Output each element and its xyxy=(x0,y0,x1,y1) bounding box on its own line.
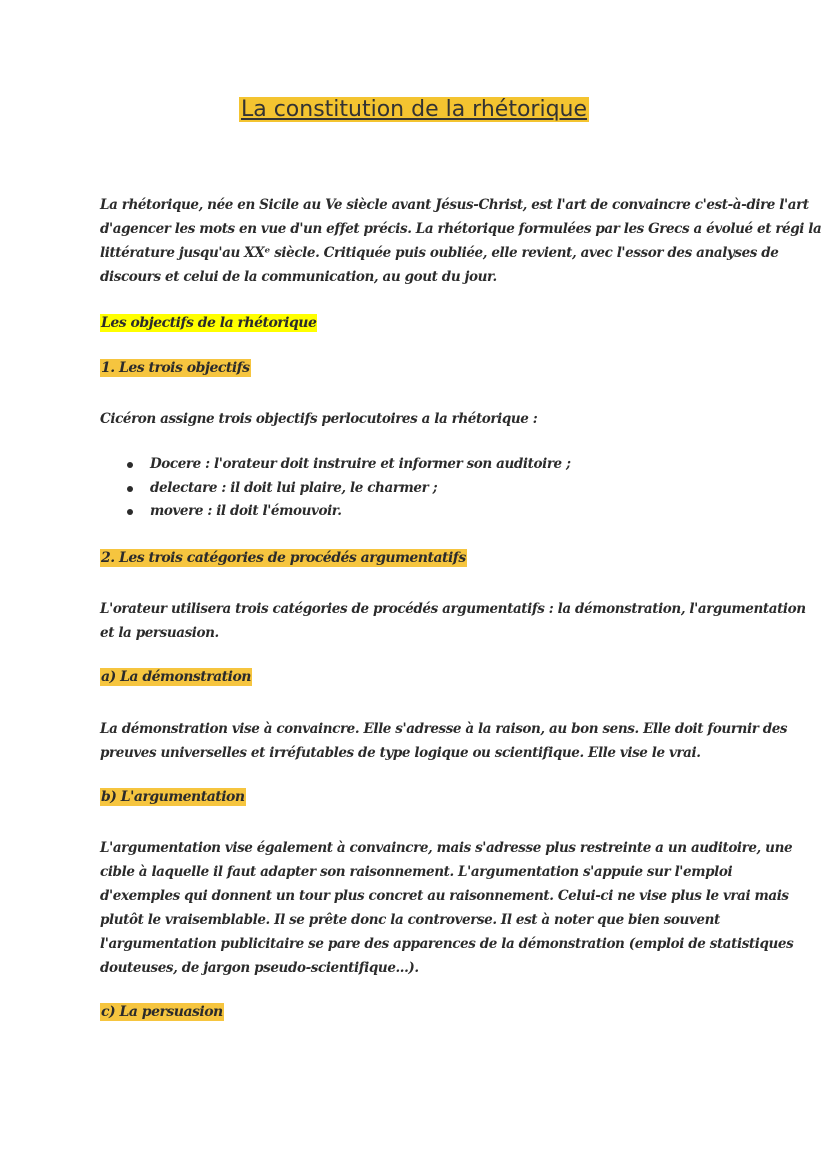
argumentation-paragraph: L'argumentation vise également à convaincre, mais s'adresse plus restreinte a un auditoire, une cible à laquelle il faut adapter son raisonnement. L'argumentation s'appuie sur l'emploi d'exemples qui donnent un tour plus concret au raisonnement. Celui-ci ne vise plus le vrai mais plutôt le vraisemblable. Il se prête donc la controverse. Il est à noter que bien souvent l'argumentation publicitaire se pare des apparences de la démonstration (emploi de statistiques douteuses, de jargon pseudo-scientifique...). xyxy=(100,840,794,976)
demonstration-paragraph: La démonstration vise à convaincre. Elle s'adresse à la raison, au bon sens. Elle doit fournir des preuves universelles et irréfutables de type logique ou scientifique. Elle vise le vrai. xyxy=(100,721,788,761)
subheading-demonstration: a) La démonstration xyxy=(101,669,251,685)
subheading-categories: 2. Les trois catégories de procédés argumentatifs xyxy=(101,550,466,566)
section-heading: Les objectifs de la rhétorique xyxy=(101,315,317,331)
objectifs-intro: Cicéron assigne trois objectifs perlocutoires a la rhétorique : xyxy=(100,411,538,427)
list-item: movere : il doit l'émouvoir. xyxy=(100,500,740,524)
subheading-persuasion: c) La persuasion xyxy=(101,1004,223,1020)
categories-paragraph: L'orateur utilisera trois catégories de procédés argumentatifs : la démonstration, l'argumentation et la persuasion. xyxy=(100,601,806,641)
subheading-argumentation: b) L'argumentation xyxy=(101,789,245,805)
page-title: La constitution de la rhétorique xyxy=(240,97,588,122)
list-item: delectare : il doit lui plaire, le charmer ; xyxy=(100,477,740,501)
subheading-objectifs: 1. Les trois objectifs xyxy=(101,360,250,376)
list-item: Docere : l'orateur doit instruire et informer son auditoire ; xyxy=(100,453,740,477)
objectifs-list xyxy=(100,453,740,524)
intro-paragraph: La rhétorique, née en Sicile au Ve siècle avant Jésus-Christ, est l'art de convaincre c'est-à-dire l'art d'agencer les mots en vue d'un effet précis. La rhétorique formulées par les Grecs a évolué et régi la littérature jusqu'au XXᵉ siècle. Critiquée puis oubliée, elle revient, avec l'essor des analyses de discours et celui de la communication, au gout du jour. xyxy=(100,197,822,285)
